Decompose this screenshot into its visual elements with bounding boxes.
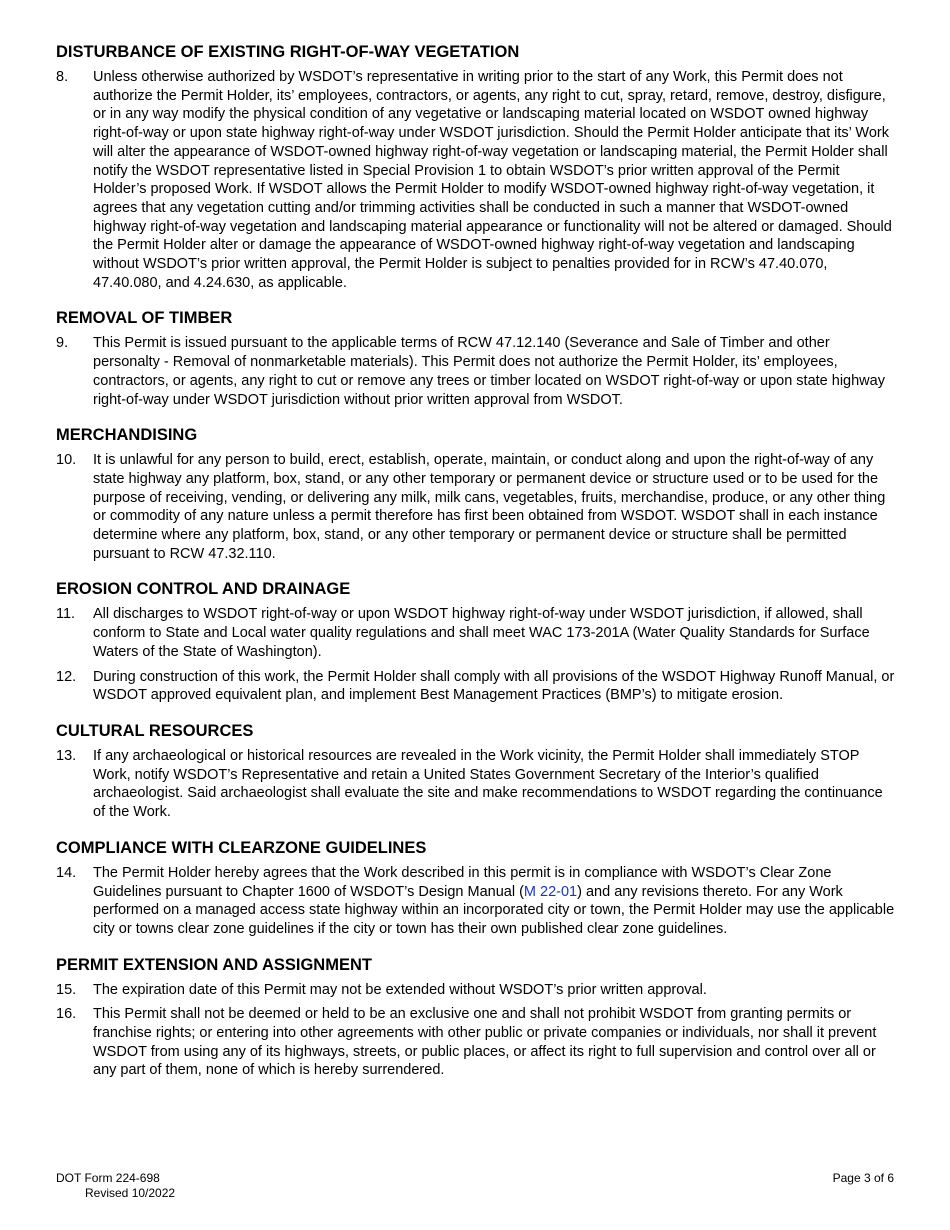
section-title: MERCHANDISING [56, 426, 198, 445]
list-item [56, 668, 896, 705]
item-text: This Permit shall not be deemed or held to be an exclusive one and shall not prohibit WSDOT from granting permits or franchise rights; or entering into other agreements with other public or private companies or individuals, nor shall it prevent WSDOT from using any of its highways, streets, or public places, or affect its right to full supervision and control over all or any part of them, none of which is hereby surrendered. [93, 1006, 877, 1079]
item-number: 8. [56, 69, 69, 85]
item-text: It is unlawful for any person to build, erect, establish, operate, maintain, or conduct along and upon the right-of-way of any state highway any platform, box, stand, or any other temporary or permanent device or structure used or to be used for the purpose of receiving, vending, or delivering any milk, milk cans, vegetables, fruits, merchandise, produce, or any other thing or commodity of any nature unless a permit therefore has first been obtained from WSDOT. WSDOT shall in each instance determine where any platform, box, stand, or any other temporary or permanent device or structure shall be permitted pursuant to RCW 47.32.110. [93, 452, 886, 562]
list-item [56, 605, 896, 661]
list-item [56, 1005, 896, 1080]
list-item [56, 981, 896, 1000]
section-extension [56, 955, 896, 1081]
section-title: REMOVAL OF TIMBER [56, 309, 233, 328]
item-text [93, 864, 896, 939]
list-item [56, 451, 896, 563]
item-text: This Permit is issued pursuant to the applicable terms of RCW 47.12.140 (Severance and Sale of Timber and other personalty - Removal of nonmarketable materials). This Permit does not authorize the Permit Holder, its’ employees, contractors, or agents, any right to cut or remove any trees or timber located on WSDOT right-of-way or upon state highway right-of-way under WSDOT jurisdiction without prior written approval from WSDOT. [93, 335, 885, 408]
item-number: 9. [56, 335, 69, 352]
list-item [56, 747, 896, 822]
item-number: 11. [56, 606, 76, 623]
section-title: EROSION CONTROL AND DRAINAGE [56, 580, 351, 599]
item-number: 14. [56, 864, 77, 881]
list-item [56, 334, 896, 409]
list-item [56, 68, 896, 292]
item-text: Unless otherwise authorized by WSDOT’s representative in writing prior to the start of any Work, this Permit does not authorize the Permit Holder, its’ employees, contractors, or agents, any right to cut, spray, retard, remove, destroy, disfigure, or in any way modify the physical condition of any vegetative or landscaping material located on WSDOT owned highway right-of-way or upon state highway right-of-way under WSDOT jurisdiction. Should the Permit Holder anticipate that its’ Work will alter the appearance of WSDOT-owned highway right-of-way vegetation or landscaping material, the Permit Holder shall notify the WSDOT representative listed in Special Provision 1 to obtain WSDOT’s prior written approval of the Permit Holder’s proposed Work. If WSDOT allows the Permit Holder to modify WSDOT-owned highway right-of-way vegetation, it agrees that any vegetation cutting and/or trimming activities shall be conducted in such a manner that WSDOT-owned highway right-of-way vegetation and landscaping material appearance or functionality will not be altered or damaged. Should the Permit Holder alter or damage the appearance of WSDOT-owned highway right-of-way vegetation and landscaping without WSDOT’s prior written approval, the Permit Holder is subject to penalties provided for in RCW’s 47.40.070, 47.40.080, and 4.24.630, as applicable. [93, 69, 892, 291]
section-title: DISTURBANCE OF EXISTING RIGHT-OF-WAY VEGETATION [56, 43, 520, 61]
item-text: If any archaeological or historical resources are revealed in the Work vicinity, the Permit Holder shall immediately STOP Work, notify WSDOT’s Representative and retain a United States Government Secretary of the Interior’s qualified archaeologist. Said archaeologist shall evaluate the site and make recommendations to WSDOT regarding the continuance of the Work. [93, 747, 883, 821]
item-text-before-link: The Permit Holder hereby agrees that the Work described in this permit is in compliance with WSDOT’s Clear Zone Guidelines pursuant to Chapter 1600 of WSDOT’s Design Manual ( [93, 864, 832, 900]
footer-form-number: DOT Form 224-698 [56, 1171, 160, 1185]
item-number: 13. [56, 747, 77, 764]
item-number: 10. [56, 452, 77, 469]
section-vegetation [56, 42, 896, 292]
section-erosion [56, 579, 896, 705]
design-manual-link[interactable]: M 22-01 [523, 883, 578, 900]
section-cultural [56, 721, 896, 822]
footer-revised: Revised 10/2022 [85, 1186, 176, 1200]
section-clearzone [56, 838, 896, 939]
section-title: CULTURAL RESOURCES [56, 721, 254, 740]
item-number: 16. [56, 1006, 77, 1023]
item-number: 15. [56, 981, 77, 998]
item-number: 12. [56, 668, 77, 685]
item-text-after-link: ) and any revisions thereto. For any Work performed on a managed access state highway within an incorporated city or town, the Permit Holder may use the applicable city or towns clear zone guidelines if the city or town has their own published clear zone guidelines. [93, 883, 895, 937]
document-body [56, 42, 896, 1096]
section-title: COMPLIANCE WITH CLEARZONE GUIDELINES [56, 838, 427, 857]
list-item [56, 864, 896, 939]
section-title: PERMIT EXTENSION AND ASSIGNMENT [56, 955, 372, 974]
item-text: During construction of this work, the Permit Holder shall comply with all provisions of the WSDOT Highway Runoff Manual, or WSDOT approved equivalent plan, and implement Best Management Practices (BMP’s) to mitigate erosion. [93, 668, 895, 704]
item-text: The expiration date of this Permit may not be extended without WSDOT’s prior written approval. [93, 981, 707, 998]
footer-form-info [56, 1171, 175, 1201]
section-merchandising [56, 425, 896, 563]
item-text: All discharges to WSDOT right-of-way or upon WSDOT highway right-of-way under WSDOT jurisdiction, if allowed, shall conform to State and Local water quality regulations and shall meet WAC 173-201A (Water Quality Standards for Surface Waters of the State of Washington). [93, 606, 870, 660]
section-timber [56, 308, 896, 409]
footer-page-number: Page 3 of 6 [832, 1171, 894, 1185]
